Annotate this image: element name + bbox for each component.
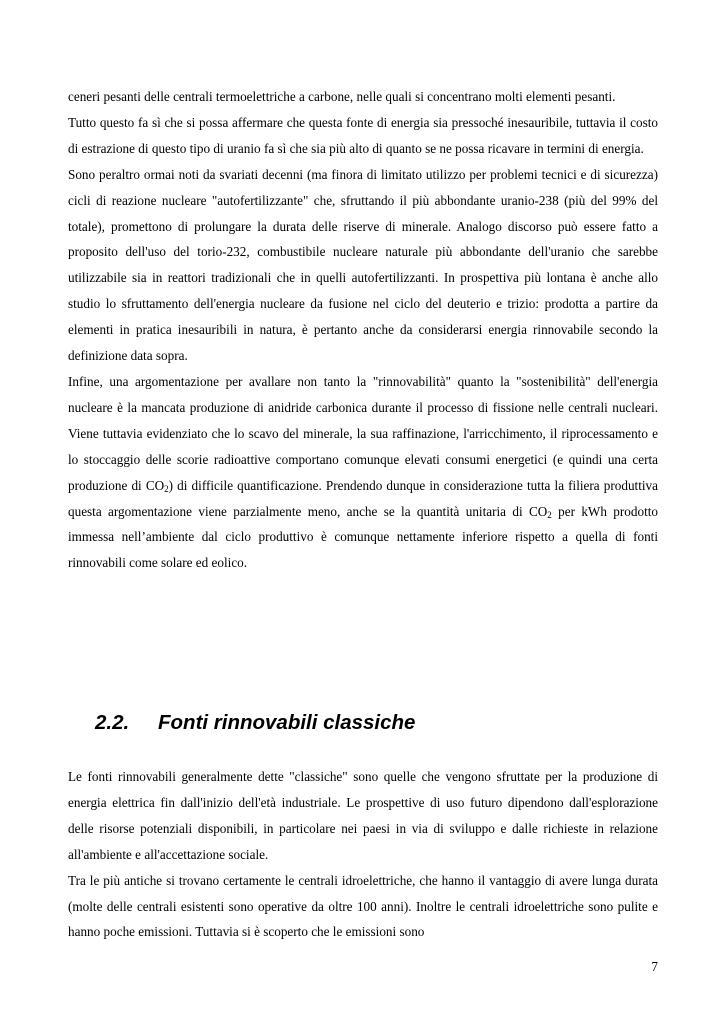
paragraph-idroelettriche: Tra le più antiche si trovano certamente le centrali idroelettriche, che hanno il vantaggio di avere lunga durata (molte delle centrali esistenti sono operative da oltre 100 anni). Inoltre le centrali idroelettriche sono pulite e hanno poche emissioni. Tuttavia si è scoperto che le emissioni sono [68,872,658,940]
paragraph-co2-text-1: Infine, una argomentazione per avallare non tanto la "rinnovabilità" quanto la "sostenibilità" dell'energia nucleare è la mancata produzione di anidride carbonica durante il processo di fissione nelle centrali nucleari. Viene tuttavia evidenziato che lo scavo del minerale, la sua raffinazione, l'arricchimento, il riprocessamento e lo stoccaggio delle scorie radioattive comportano comunque elevati consumi energetici (e quindi una certa produzione di CO [68,373,658,493]
section-number: 2.2. [95,711,130,734]
paragraph-ceneri: ceneri pesanti delle centrali termoelettriche a carbone, nelle quali si concentrano molti elementi pesanti. [68,89,616,104]
paragraph-fonti-classiche: Le fonti rinnovabili generalmente dette "classiche" sono quelle che vengono sfruttate per la produzione di energia elettrica fin dall'inizio dell'età industriale. Le prospettive di uso futuro dipendono dall'esplorazione delle risorse potenziali disponibili, in particolare nei paesi in via di sviluppo e dalle richieste in relazione all'ambiente e all'accettazione sociale. [68,769,658,862]
paragraph-sostenibilita [68,369,658,576]
body-text-bottom [68,764,658,945]
co2-subscript: 2 [547,509,552,520]
section-heading [95,710,415,736]
paragraph-co2-text-2: ) di difficile quantificazione. Prendendo dunque in considerazione tutta la filiera produttiva questa argomentazione viene parzialmente meno, anche se la quantità unitaria di CO [68,477,658,519]
paragraph-autofertilizzante: Sono peraltro ormai noti da svariati decenni (ma finora di limitato utilizzo per problemi tecnici e di sicurezza) cicli di reazione nucleare "autofertilizzante" che, sfruttando il più abbondante uranio-238 (più del 99% del totale), promettono di prolungare la durata delle riserve di minerale. Analogo discorso può essere fatto a proposito dell'uso del torio-232, combustibile nucleare naturale più abbondante dell'uranio che sarebbe utilizzabile sia in reattori tradizionali che in quelli autofertilizzanti. In prospettiva più lontana è anche allo studio lo sfruttamento dell'energia nucleare da fusione nel ciclo del deuterio e trizio: prodotta a partire da elementi in pratica inesauribili in natura, è pertanto anche da considerarsi energia rinnovabile secondo la definizione data sopra. [68,166,658,364]
paragraph-co2-text-3: per kWh prodotto immessa nell’ambiente dal ciclo produttivo è comunque nettamente inferiore rispetto a quella di fonti rinnovabili come solare ed eolico. [68,503,658,571]
paragraph-inesauribile: Tutto questo fa sì che si possa affermare che questa fonte di energia sia pressoché inesauribile, tuttavia il costo di estrazione di questo tipo di uranio fa sì che sia più alto di quanto se ne possa ricavare in termini di energia. [68,114,658,156]
body-text-top [68,84,658,576]
page-number: 7 [651,959,658,974]
co2-subscript: 2 [164,483,169,494]
section-title: Fonti rinnovabili classiche [158,711,416,734]
